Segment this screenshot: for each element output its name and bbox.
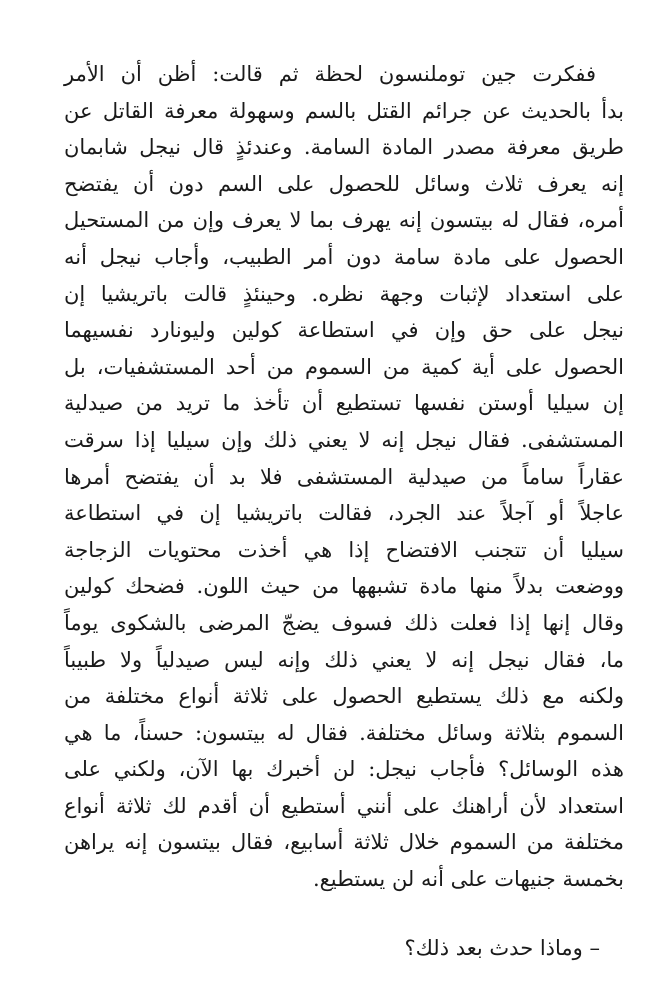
body-paragraph — [64, 56, 624, 898]
paragraph-line: المستشفى. فقال نيجل إنه لا يعني ذلك وإن سيليا إذا سرقت — [64, 427, 624, 452]
paragraph-line: عقاراً ساماً من صيدلية المستشفى فلا بد أن يفتضح أمرها — [64, 464, 624, 489]
paragraph-line: على استعداد لإثبات وجهة نظره. وحينئذٍ قالت باتريشيا إن — [64, 281, 624, 306]
paragraph-line: بدأ بالحديث عن جرائم القتل بالسم وسهولة معرفة القاتل عن — [64, 98, 624, 123]
paragraph-line: وقال إنها إذا فعلت ذلك فسوف يضجّ المرضى بالشكوى يوماً — [64, 610, 624, 635]
paragraph-line: عاجلاً أو آجلاً عند الجرد، فقالت باتريشيا إن في استطاعة — [64, 501, 624, 526]
paragraph-line: السموم بثلاثة وسائل مختلفة. فقال له بيتسون: حسناً، ما هي — [64, 720, 624, 745]
paragraph-line: الحصول على أية كمية من السموم من أحد المستشفيات، بل — [64, 354, 624, 379]
paragraph-line: سيليا أن تتجنب الافتضاح إذا هي أخذت محتويات الزجاجة — [64, 537, 624, 562]
paragraph-line: الحصول على مادة سامة دون أمر الطبيب، وأجاب نيجل أنه — [64, 244, 624, 269]
paragraph-line: مختلفة من السموم خلال ثلاثة أسابيع، فقال بيتسون إنه يراهن — [64, 830, 624, 855]
dialogue-line: – وماذا حدث بعد ذلك؟ — [404, 936, 600, 960]
paragraph-line: ووضعت بدلاً منها مادة تشبهها من حيث اللون. فضحك كولين — [64, 574, 624, 599]
paragraph-line: أمره، فقال له بيتسون إنه يهرف بما لا يعرف وإن من المستحيل — [64, 208, 624, 233]
paragraph-line: ولكنه مع ذلك يستطيع الحصول على ثلاثة أنواع مختلفة من — [64, 684, 624, 709]
paragraph-line: بخمسة جنيهات على أنه لن يستطيع. — [312, 867, 624, 892]
paragraph-line: طريق معرفة مصدر المادة السامة. وعندئذٍ قال نيجل شابمان — [64, 135, 624, 160]
paragraph-line: ما، فقال نيجل إنه لا يعني ذلك وإنه ليس صيدلياً ولا طبيباً — [64, 647, 624, 672]
paragraph-line: إن سيليا أوستن نفسها تستطيع أن تأخذ ما تريد من صيدلية — [64, 391, 624, 416]
paragraph-line: استعداد لأن أراهنك على أنني أستطيع أن أقدم لك ثلاثة أنواع — [64, 793, 625, 818]
paragraph-line: هذه الوسائل؟ فأجاب نيجل: لن أخبرك بها الآن، ولكني على — [64, 757, 624, 782]
paragraph-line: إنه يعرف ثلاث وسائل للحصول على السم دون أن يفتضح — [64, 171, 624, 196]
paragraph-line: نيجل على حق وإن في استطاعة كولين وليونارد نفسيهما — [64, 318, 624, 343]
paragraph-line: ففكرت جين توملنسون لحظة ثم قالت: أظن أن الأمر — [64, 62, 596, 86]
